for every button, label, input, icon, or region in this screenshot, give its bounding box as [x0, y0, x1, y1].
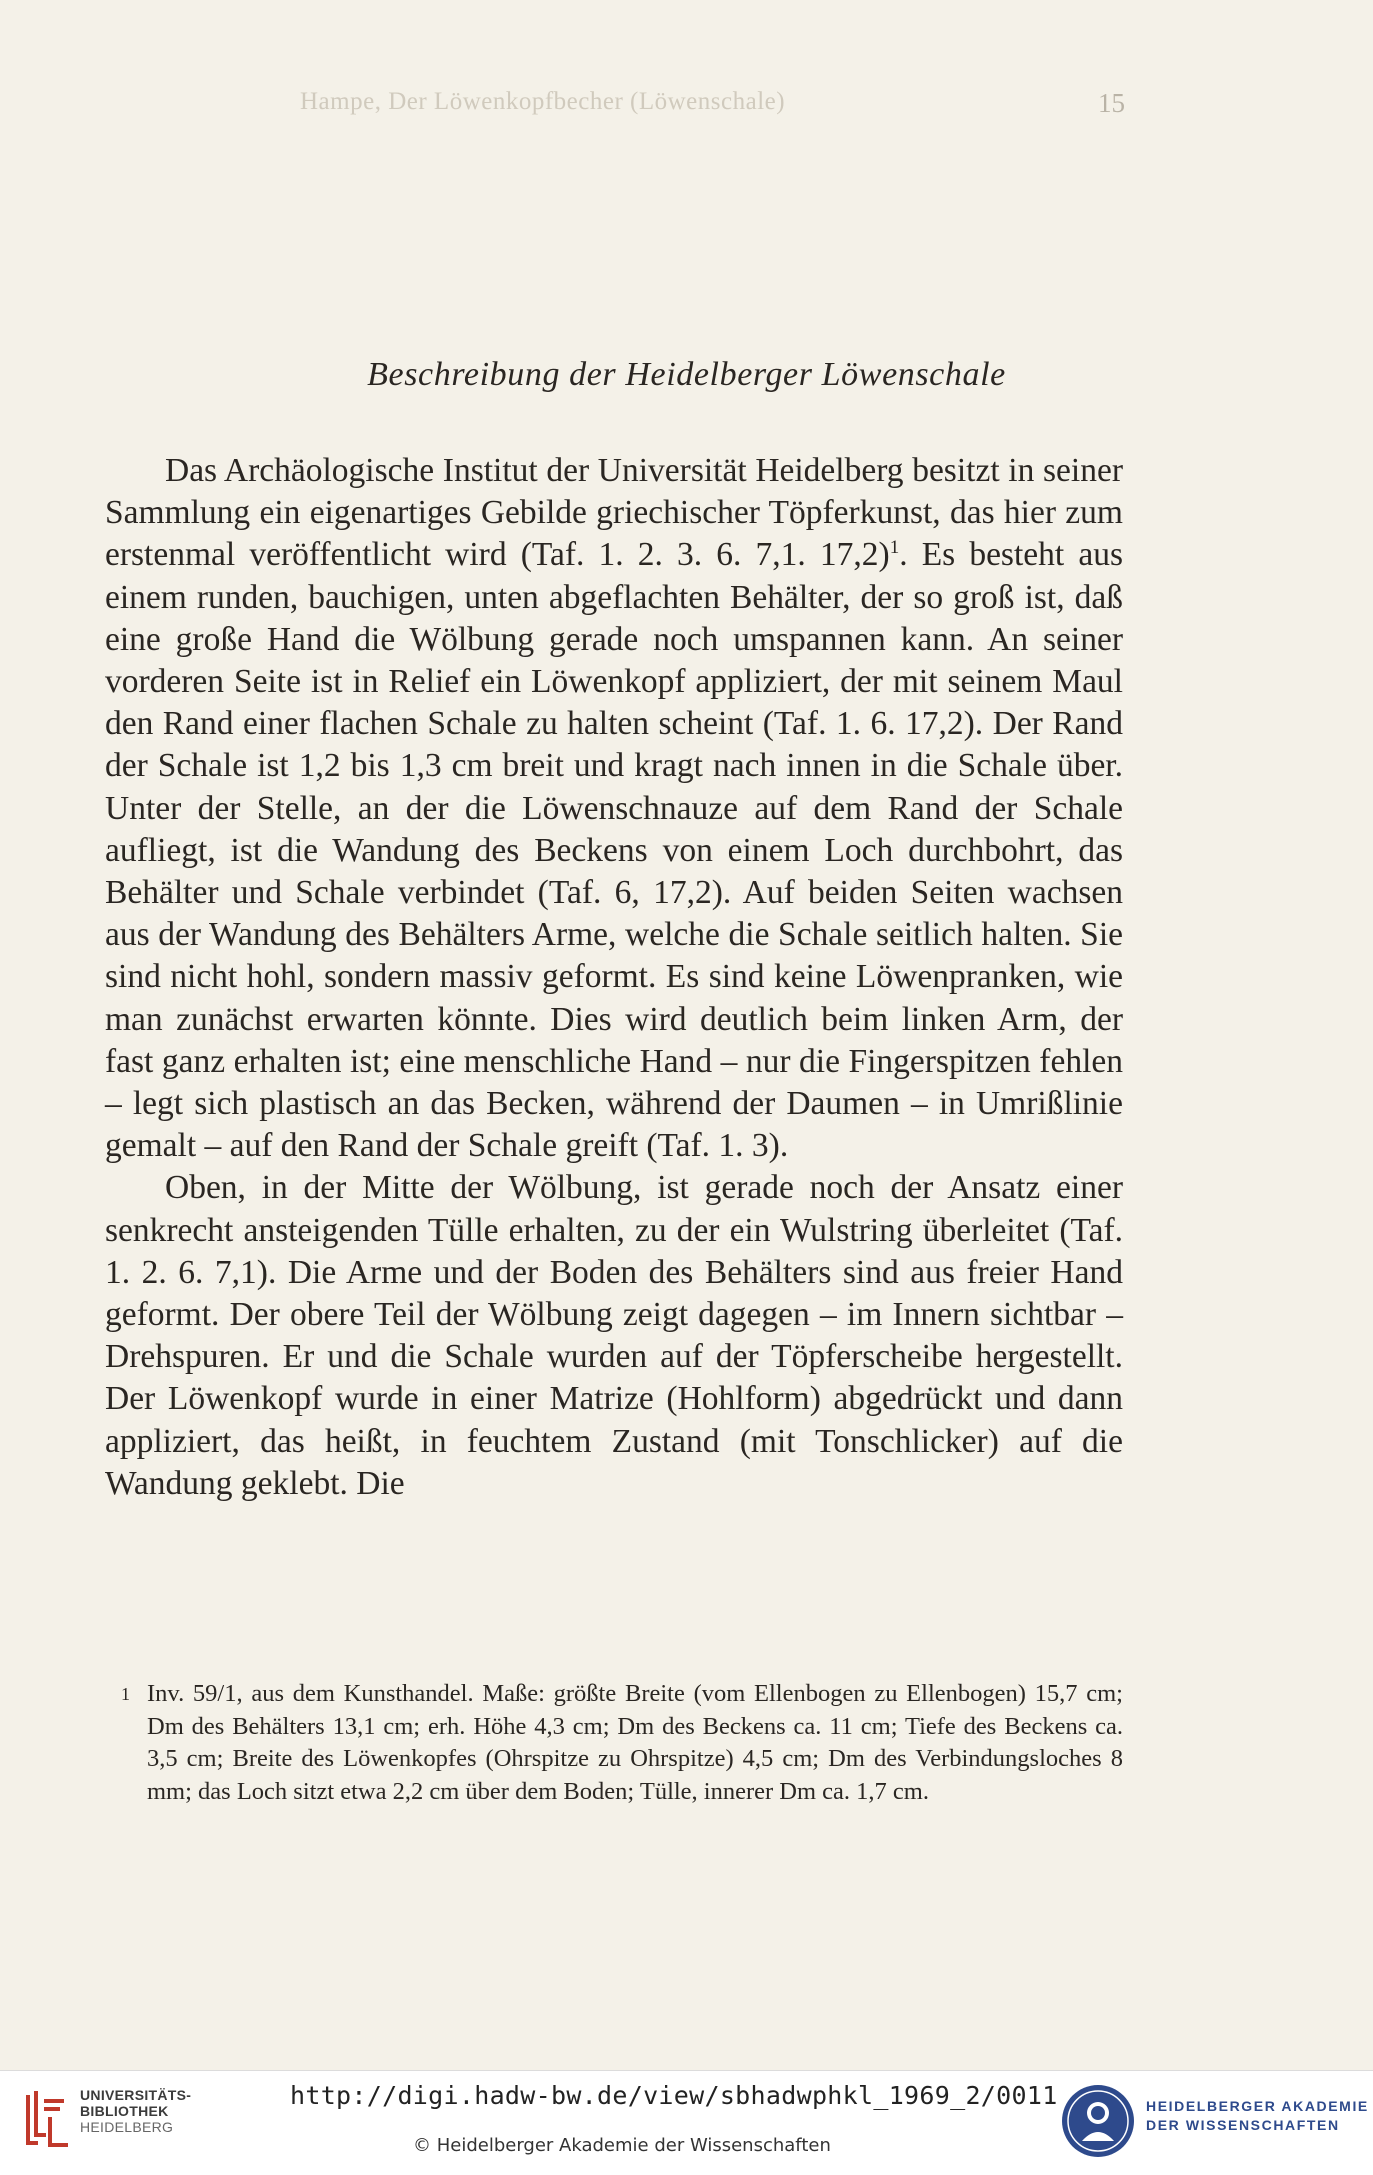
academy-line-2: DER WISSENSCHAFTEN: [1146, 2117, 1340, 2133]
footnote-marker: 1: [121, 1684, 130, 1704]
paragraph-2: Oben, in der Mitte der Wölbung, ist gerade noch der Ansatz einer senkrecht ansteigenden Tülle erhalten, zu der ein Wulstring überleitet (Taf. 1. 2. 6. 7,1). Die Arme und der Boden des Behälters sind aus freier Hand geformt. Der obere Teil der Wölbung zeigt dagegen – im Innern sichtbar – Drehspuren. Er und die Schale wurden auf der Töpferscheibe hergestellt. Der Löwenkopf wurde in einer Matrize (Hohlform) abgedrückt und dann appliziert, das heißt, in feuchtem Zustand (mit Tonschlicker) auf die Wandung geklebt. Die: [105, 1169, 1123, 1502]
page-number: 15: [1098, 88, 1125, 118]
footnote-text: Inv. 59/1, aus dem Kunsthandel. Maße: größte Breite (vom Ellenbogen zu Ellenbogen) 15,7 cm; Dm des Behälters 13,1 cm; erh. Höhe 4,3 cm; Dm des Beckens ca. 11 cm; Tiefe des Beckens ca. 3,5 cm; Breite des Löwenkopfes (Ohrspitze zu Ohrspitze) 4,5 cm; Dm des Verbindungsloches 8 mm; das Loch sitzt etwa 2,2 cm über dem Boden; Tülle, innerer Dm ca. 1,7 cm.: [147, 1680, 1123, 1805]
running-head-bleedthrough: Hampe, Der Löwenkopfbecher (Löwenschale): [300, 88, 786, 115]
ub-line-1: UNIVERSITÄTS-: [80, 2087, 192, 2103]
body-text: [105, 450, 1123, 1505]
footnote: [105, 1678, 1123, 1808]
permalink-url[interactable]: http://digi.hadw-bw.de/view/sbhadwphkl_1969_2/0011: [290, 2081, 1058, 2110]
copyright-notice: © Heidelberger Akademie der Wissenschaften: [413, 2135, 831, 2156]
university-library-name: [80, 2087, 191, 2135]
academy-seal-icon[interactable]: [1060, 2083, 1136, 2159]
paragraph-1-first-part: [105, 452, 1123, 1164]
viewer-footer-bar: [0, 2070, 1373, 2175]
university-library-logo-icon[interactable]: [24, 2087, 72, 2149]
paragraph-1: [105, 450, 1123, 1167]
paragraph-1-text: Das Archäologische Institut der Universität Heidelberg besitzt in seiner Sammlung ein eigenartiges Gebilde griechischer Töpferkunst, das hier zum erstenmal veröffentlicht wird (Taf. 1. 2. 3. 6. 7,1. 17,2): [105, 452, 1123, 574]
paragraph-1-text-continued: . Es besteht aus einem runden, bauchigen, unten abgeflachten Behälter, der so groß ist, daß eine große Hand die Wölbung gerade noch umspannen kann. An seiner vorderen Seite ist in Relief ein Löwenkopf appliziert, der mit seinem Maul den Rand einer flachen Schale zu halten scheint (Taf. 1. 6. 17,2). Der Rand der Schale ist 1,2 bis 1,3 cm breit und kragt nach innen in die Schale über. Unter der Stelle, an der die Löwenschnauze auf dem Rand der Schale aufliegt, ist die Wandung des Beckens von einem Loch durchbohrt, das Behälter und Schale verbindet (Taf. 6, 17,2). Auf beiden Seiten wachsen aus der Wandung des Behälters Arme, welche die Schale seitlich halten. Sie sind nicht hohl, sondern massiv geformt. Es sind keine Löwenpranken, wie man zunächst erwarten könnte. Dies wird deutlich beim linken Arm, der fast ganz erhalten ist; eine menschliche Hand – nur die Fingerspitzen fehlen – legt sich plastisch an das Becken, während der Daumen – in Umrißlinie gemalt – auf den Rand der Schale greift (Taf. 1. 3).: [105, 536, 1123, 1165]
footnote-reference[interactable]: 1: [889, 537, 900, 559]
academy-line-1: HEIDELBERGER AKADEMIE: [1146, 2098, 1369, 2114]
section-heading: Beschreibung der Heidelberger Löwenschale: [367, 356, 1006, 393]
academy-name: [1146, 2097, 1369, 2135]
ub-line-3: HEIDELBERG: [80, 2119, 174, 2135]
ub-line-2: BIBLIOTHEK: [80, 2103, 169, 2119]
